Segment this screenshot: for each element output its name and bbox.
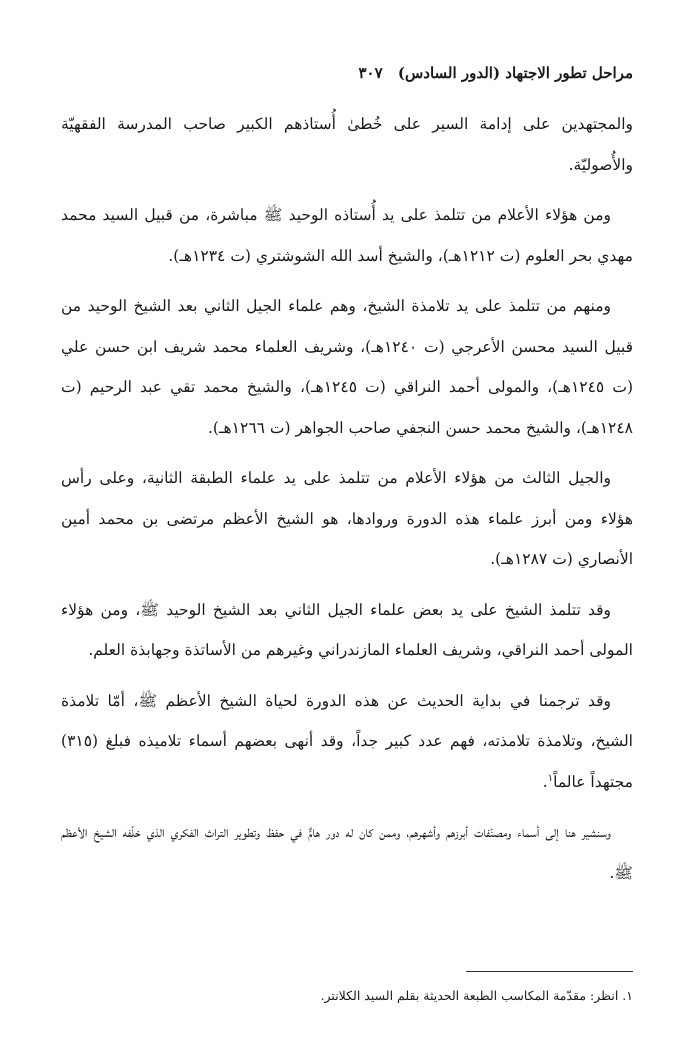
paragraph-6-text: وقد ترجمنا في بداية الحديث عن هذه الدورة لحياة الشيخ الأعظم ﷺ، أمّا تلامذة الشيخ، وتلامذة تلامذته، فهم عدد كبير جداً، وقد أنهى بعضهم أسماء تلاميذه فبلغ (٣١٥) مجتهداً عالماً <box>61 691 633 791</box>
footnote-divider <box>466 971 633 972</box>
page-number: ٣٠٧ <box>358 64 383 82</box>
footnote-reference[interactable]: ١ <box>547 772 554 784</box>
paragraph-4: والجيل الثالث من هؤلاء الأعلام من تتلمذ على يد علماء الطبقة الثانية، وعلى رأس هؤلاء ومن أبرز علماء هذه الدورة وروادها، هو الشيخ الأعظم مرتضى بن محمد أمين الأنصاري (ت ١٢٨٧هـ). <box>61 469 633 568</box>
page-header <box>63 64 633 82</box>
paragraph-3: ومنهم من تتلمذ على يد تلامذة الشيخ، وهم علماء الجيل الثاني بعد الشيخ الوحيد من قبيل السيد محسن الأعرجي (ت ١٢٤٠هـ)، وشريف العلماء محمد شريف ابن حسن علي (ت ١٢٤٥هـ)، والمولى أحمد النراقي (ت ١٢٤٥هـ)، والشيخ محمد تقي عبد الرحيم (ت ١٢٤٨هـ)، والشيخ محمد حسن النجفي صاحب الجواهر (ت ١٢٦٦هـ). <box>61 297 633 437</box>
paragraph-5: وقد تتلمذ الشيخ على يد بعض علماء الجيل الثاني بعد الشيخ الوحيد ﷺ، ومن هؤلاء المولى أحمد النراقي، وشريف العلماء المازندراني وغيرهم من الأساتذة وجهابذة العلم. <box>61 600 633 659</box>
footnote: ١. انظر: مقدّمة المكاسب الطبعة الحديثة بقلم السيد الكلانتر. <box>320 988 633 1003</box>
running-title: مراحل تطور الاجتهاد (الدور السادس) <box>397 64 633 82</box>
paragraph-7: وسنشير هنا إلى أسماء ومصنّفات أبرزهم وأشهرهم، وممن كان له دور هامٌّ في حفظ وتطوير التراث الفكري الذي خلّفه الشيخ الأعظم ﷺ. <box>61 823 633 882</box>
paragraph-6: وقد ترجمنا في بداية الحديث عن هذه الدورة لحياة الشيخ الأعظم ﷺ، أمّا تلامذة الشيخ، وتلامذة تلامذته، فهم عدد كبير جداً، وقد أنهى بعضهم أسماء تلاميذه فبلغ (٣١٥) مجتهداً عالماً$^١$. <box>61 691 633 791</box>
paragraph-2: ومن هؤلاء الأعلام من تتلمذ على يد أُستاذه الوحيد ﷺ مباشرة، من قبيل السيد محمد مهدي بحر العلوم (ت ١٢١٢هـ)، والشيخ أسد الله الشوشتري (ت ١٢٣٤هـ). <box>61 206 633 265</box>
paragraph-1: والمجتهدين على إدامة السير على خُطىٰ أُستاذهم الكبير صاحب المدرسة الفقهيّة والأُصوليّة. <box>61 115 633 174</box>
main-text <box>61 104 633 903</box>
